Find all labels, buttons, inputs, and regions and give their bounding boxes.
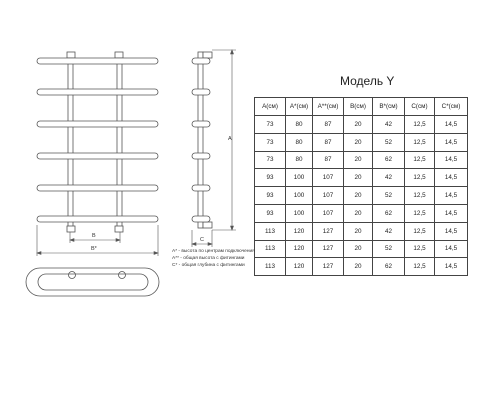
post-right (117, 58, 122, 228)
connection-right (119, 272, 126, 279)
table-cell: 12,5 (405, 240, 435, 258)
table-cell: 20 (344, 204, 373, 222)
table-cell: 93 (255, 187, 286, 205)
table-cell: 52 (373, 187, 405, 205)
table-cell: 62 (373, 258, 405, 276)
table-cell: 14,5 (435, 258, 468, 276)
top-view-outer (26, 268, 159, 296)
table-row (255, 204, 468, 222)
table-cell: 20 (344, 151, 373, 169)
side-fitting-bottom (203, 222, 212, 228)
table-cell: 14,5 (435, 204, 468, 222)
table-cell: 42 (373, 116, 405, 134)
table-cell: 107 (313, 204, 344, 222)
side-bar (192, 89, 210, 95)
connection-left (69, 272, 76, 279)
table-cell: 80 (286, 151, 313, 169)
table-cell: 52 (373, 240, 405, 258)
table-cell: 12,5 (405, 187, 435, 205)
front-view (37, 52, 158, 232)
dimension-b-star (37, 225, 158, 256)
table-row (255, 133, 468, 151)
table-cell: 93 (255, 204, 286, 222)
crossbar (37, 185, 158, 191)
table-cell: 113 (255, 258, 286, 276)
side-bar (192, 153, 210, 159)
table-cell: 52 (373, 133, 405, 151)
side-post (198, 52, 203, 228)
note-a-star: A* - высота по центрам подключения (172, 249, 255, 254)
crossbar (37, 121, 158, 127)
table-cell: 87 (313, 151, 344, 169)
table-row (255, 222, 468, 240)
crossbar (37, 89, 158, 95)
table-cell: 14,5 (435, 133, 468, 151)
table-cell: 20 (344, 116, 373, 134)
table-cell: 14,5 (435, 151, 468, 169)
table-cell: 127 (313, 240, 344, 258)
table-cell: 93 (255, 169, 286, 187)
dimension-a-label: A (228, 136, 232, 142)
table-header-row (255, 98, 468, 116)
table-row (255, 169, 468, 187)
top-fitting-left (67, 52, 75, 58)
model-title: Модель Y (340, 74, 395, 88)
table-cell: 107 (313, 169, 344, 187)
side-bar (192, 121, 210, 127)
note-c-star: C* - общая глубина с фитингами (172, 263, 245, 269)
table-cell: 20 (344, 187, 373, 205)
dimension-b-label: B (92, 233, 96, 239)
table-cell: 42 (373, 169, 405, 187)
table-cell: 12,5 (405, 258, 435, 276)
crossbar (37, 58, 158, 64)
table-cell: 12,5 (405, 169, 435, 187)
table-body (255, 116, 468, 276)
table-row (255, 240, 468, 258)
side-view (192, 52, 212, 228)
table-cell: 14,5 (435, 240, 468, 258)
column-header: A*(см) (286, 98, 313, 116)
table-cell: 113 (255, 222, 286, 240)
table-cell: 73 (255, 151, 286, 169)
table-cell: 100 (286, 187, 313, 205)
table-cell: 73 (255, 133, 286, 151)
table-row (255, 187, 468, 205)
table-cell: 100 (286, 204, 313, 222)
note-a-double-star: A** - общая высота с фитингами (172, 256, 245, 262)
column-header: B(см) (344, 98, 373, 116)
table-cell: 120 (286, 222, 313, 240)
post-left (68, 58, 73, 228)
table-cell: 42 (373, 222, 405, 240)
table-cell: 120 (286, 258, 313, 276)
dimension-b-star-label: B* (91, 246, 97, 252)
table-row (255, 116, 468, 134)
bottom-fitting-left (67, 226, 75, 232)
table-cell: 12,5 (405, 116, 435, 134)
crossbar (37, 216, 158, 222)
table-cell: 20 (344, 222, 373, 240)
table-cell: 20 (344, 240, 373, 258)
table-cell: 87 (313, 133, 344, 151)
table-cell: 14,5 (435, 116, 468, 134)
table-cell: 127 (313, 222, 344, 240)
table-cell: 100 (286, 169, 313, 187)
dimension-c-label: C (200, 237, 204, 243)
top-view (26, 268, 159, 296)
table-cell: 62 (373, 204, 405, 222)
top-fitting-right (115, 52, 123, 58)
table-cell: 87 (313, 116, 344, 134)
table-cell: 14,5 (435, 222, 468, 240)
column-header: C*(см) (435, 98, 468, 116)
table-cell: 107 (313, 187, 344, 205)
table-cell: 12,5 (405, 151, 435, 169)
table-row (255, 258, 468, 276)
specs-table (254, 97, 468, 276)
table-cell: 127 (313, 258, 344, 276)
dimension-a (212, 50, 236, 230)
bottom-fitting-right (115, 226, 123, 232)
side-bar (192, 185, 210, 191)
table-cell: 20 (344, 258, 373, 276)
table-cell: 20 (344, 133, 373, 151)
side-fitting-top (203, 52, 212, 58)
top-view-inner (38, 274, 148, 290)
crossbar (37, 153, 158, 159)
table-cell: 14,5 (435, 187, 468, 205)
table-cell: 12,5 (405, 133, 435, 151)
column-header: A**(см) (313, 98, 344, 116)
table-cell: 62 (373, 151, 405, 169)
table-cell: 80 (286, 116, 313, 134)
table-cell: 120 (286, 240, 313, 258)
column-header: C(см) (405, 98, 435, 116)
table-cell: 80 (286, 133, 313, 151)
side-bar (192, 216, 210, 222)
side-bar (192, 58, 210, 64)
table-cell: 73 (255, 116, 286, 134)
column-header: B*(см) (373, 98, 405, 116)
table-row (255, 151, 468, 169)
table-cell: 12,5 (405, 204, 435, 222)
column-header: A(см) (255, 98, 286, 116)
table-cell: 20 (344, 169, 373, 187)
table-cell: 113 (255, 240, 286, 258)
notes (172, 249, 258, 270)
table-cell: 14,5 (435, 169, 468, 187)
table-cell: 12,5 (405, 222, 435, 240)
